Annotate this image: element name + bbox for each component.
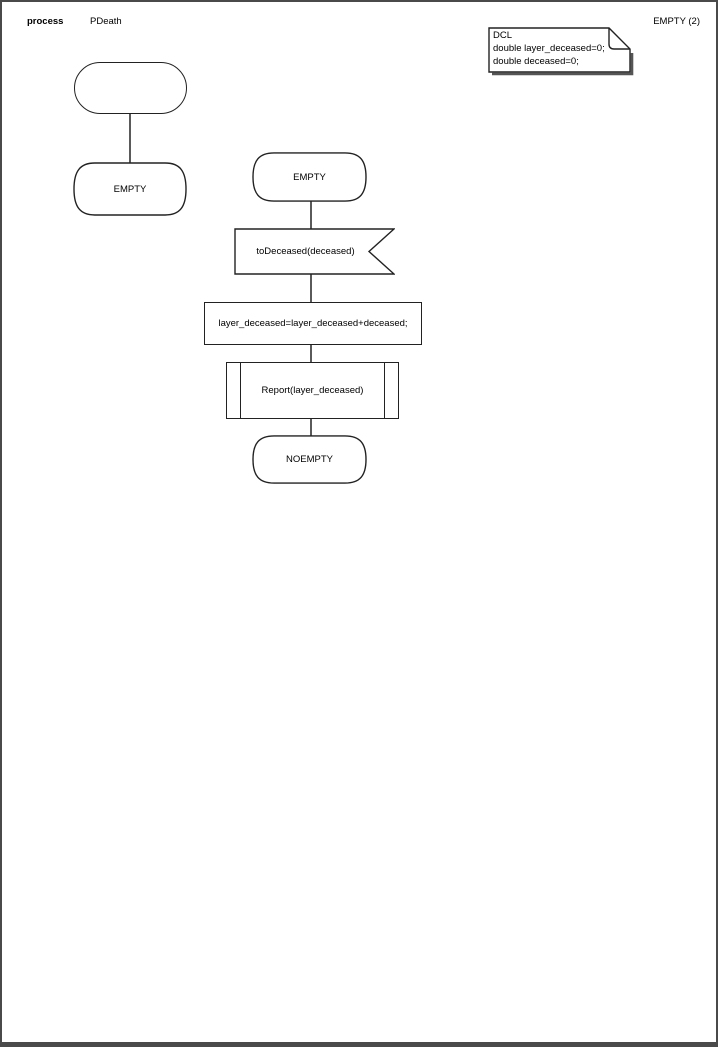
declaration-line: DCL: [493, 30, 513, 41]
state-noempty[interactable]: [252, 435, 367, 484]
declaration-line: double deceased=0;: [493, 56, 579, 67]
procedure-right-bar: [384, 363, 385, 418]
declaration-note[interactable]: [488, 27, 636, 77]
page-number-label: EMPTY (2): [653, 16, 700, 27]
task-box[interactable]: [204, 302, 422, 345]
state-empty-left[interactable]: [73, 162, 187, 216]
process-name-label: PDeath: [90, 16, 122, 27]
declaration-text: [493, 29, 605, 68]
state-empty[interactable]: [252, 152, 367, 202]
connector-start-to-state: [129, 113, 131, 164]
task-label: layer_deceased=layer_deceased+deceased;: [218, 318, 408, 329]
procedure-call-box[interactable]: [226, 362, 399, 419]
connector-state-to-input: [310, 200, 312, 230]
procedure-left-bar: [240, 363, 241, 418]
input-signal-label: toDeceased(deceased): [256, 246, 355, 257]
declaration-line: double layer_deceased=0;: [493, 43, 605, 54]
connector-procedure-to-state: [310, 417, 312, 437]
state-label: EMPTY: [293, 171, 326, 183]
input-signal[interactable]: [234, 228, 395, 275]
connector-task-to-procedure: [310, 343, 312, 364]
state-label: EMPTY: [113, 183, 147, 195]
start-symbol[interactable]: [74, 62, 187, 114]
connector-input-to-task: [310, 273, 312, 304]
procedure-call-label: Report(layer_deceased): [261, 385, 364, 396]
state-label: NOEMPTY: [286, 454, 333, 465]
diagram-kind-label: process: [27, 16, 64, 27]
